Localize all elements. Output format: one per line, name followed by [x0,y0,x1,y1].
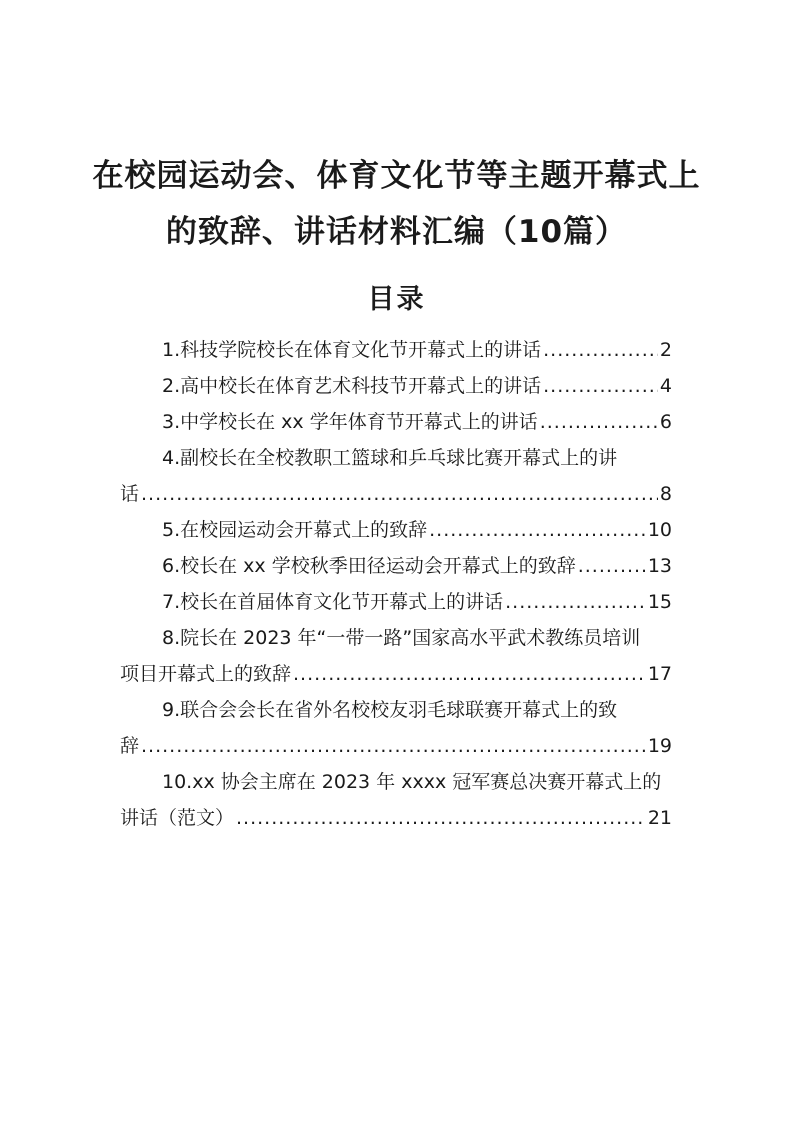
toc-entry-line [120,800,672,836]
toc-entry-line [120,332,672,368]
toc-entry[interactable] [120,404,672,440]
toc-entry[interactable] [120,620,672,692]
toc-entry-line [120,620,672,656]
toc-entry-text: 7.校长在首届体育文化节开幕式上的讲话 [162,591,504,613]
toc-entry[interactable] [120,512,672,548]
toc-page-number: 17 [647,663,672,685]
table-of-contents [120,332,672,836]
toc-dot-leader [505,584,646,620]
document-title-line-1: 在校园运动会、体育文化节等主题开幕式上 [92,158,701,194]
toc-dot-leader [543,332,658,368]
toc-entry[interactable] [120,368,672,404]
toc-dot-leader [236,800,646,836]
toc-page-number: 21 [647,807,672,829]
toc-entry[interactable] [120,584,672,620]
toc-entry-text: 2.高中校长在体育艺术科技节开幕式上的讲话 [162,375,542,397]
toc-entry-line [120,656,672,692]
toc-entry-text: 10.xx 协会主席在 2023 年 xxxx 冠军赛总决赛开幕式上的 [162,771,662,793]
toc-page-number: 19 [647,735,672,757]
toc-page-number: 2 [659,339,672,361]
toc-page-number: 15 [647,591,672,613]
toc-entry[interactable] [120,332,672,368]
toc-entry-line [120,692,672,728]
toc-entry-text: 讲话（范文） [120,807,235,829]
toc-dot-leader [578,548,646,584]
toc-entry-line [120,548,672,584]
toc-entry-text: 话 [120,483,140,505]
toc-entry[interactable] [120,440,672,512]
toc-entry-line [120,440,672,476]
toc-entry-text: 4.副校长在全校教职工篮球和乒乓球比赛开幕式上的讲 [162,447,618,469]
toc-page-number: 10 [647,519,672,541]
toc-entry-text: 8.院长在 2023 年“一带一路”国家高水平武术教练员培训 [162,627,641,649]
toc-entry-line [120,584,672,620]
toc-dot-leader [429,512,646,548]
toc-entry-text: 辞 [120,735,140,757]
toc-entry-text: 3.中学校长在 xx 学年体育节开幕式上的讲话 [162,411,538,433]
toc-entry-line [120,476,672,512]
toc-dot-leader [141,476,658,512]
toc-entry-line [120,512,672,548]
toc-entry-text: 1.科技学院校长在体育文化节开幕式上的讲话 [162,339,542,361]
toc-entry-line [120,368,672,404]
toc-dot-leader [540,404,658,440]
toc-entry-line [120,764,672,800]
toc-entry[interactable] [120,692,672,764]
toc-dot-leader [293,656,646,692]
document-title-line-2: 的致辞、讲话材料汇编（10篇） [165,214,628,250]
toc-entry-text: 5.在校园运动会开幕式上的致辞 [162,519,428,541]
toc-entry-line [120,404,672,440]
toc-page-number: 4 [659,375,672,397]
toc-entry[interactable] [120,764,672,836]
toc-heading: 目录 [367,284,426,315]
toc-dot-leader [141,728,646,764]
toc-page-number: 6 [659,411,672,433]
toc-entry-text: 6.校长在 xx 学校秋季田径运动会开幕式上的致辞 [162,555,576,577]
toc-dot-leader [543,368,658,404]
toc-entry-text: 9.联合会会长在省外名校校友羽毛球联赛开幕式上的致 [162,699,618,721]
toc-entry[interactable] [120,548,672,584]
toc-entry-text: 项目开幕式上的致辞 [120,663,292,685]
toc-entry-line [120,728,672,764]
toc-page-number: 8 [659,483,672,505]
toc-page-number: 13 [647,555,672,577]
